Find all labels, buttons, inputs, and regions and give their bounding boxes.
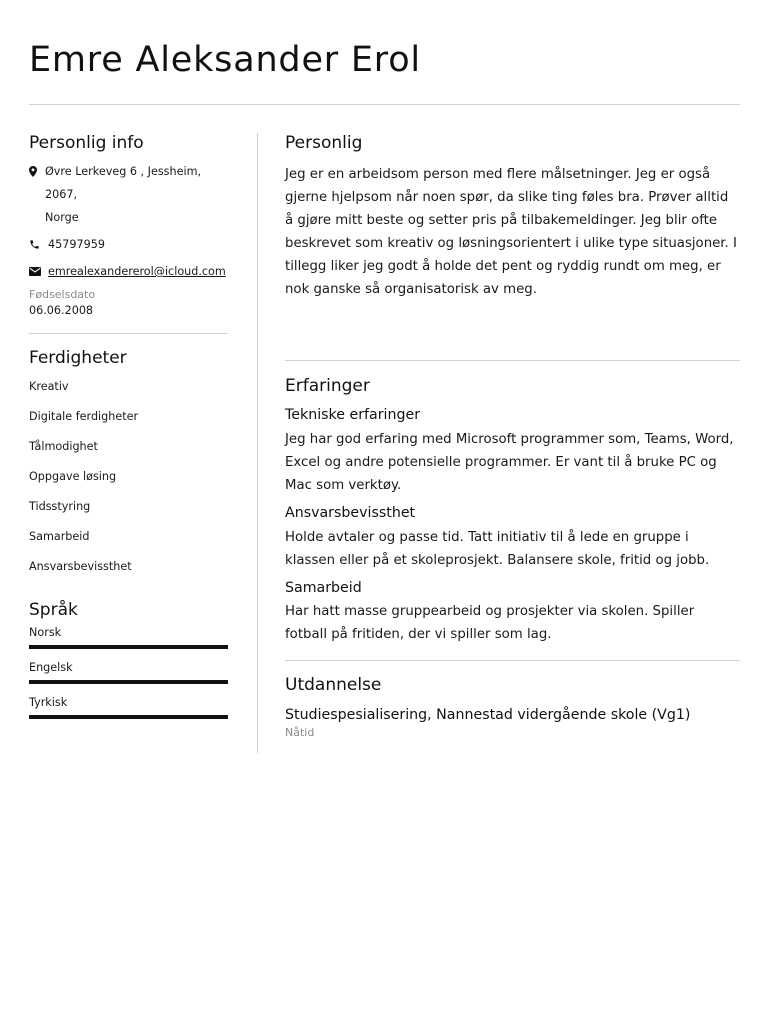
header-divider (29, 104, 740, 105)
language-level-bar (29, 715, 228, 719)
dob-value: 06.06.2008 (29, 304, 94, 317)
experience-entry (285, 578, 740, 646)
skills-list (29, 379, 228, 589)
address-line-1: Øvre Lerkeveg 6 , Jessheim, 2067, (45, 165, 202, 201)
experience-title: Erfaringer (285, 376, 370, 396)
address-row (29, 160, 228, 229)
education-entry-title: Studiespesialisering, Nannestad vidergående skole (Vg1) (285, 707, 691, 723)
language-name: Norsk (29, 626, 62, 639)
email-row (29, 260, 228, 283)
experience-entry (285, 405, 740, 497)
experience-entry-title: Ansvarsbevissthet (285, 505, 416, 521)
language-level-bar (29, 645, 228, 649)
language-item (29, 660, 228, 684)
experience-entry-text: Holde avtaler og passe tid. Tatt initiativ til å lede en gruppe i klassen eller på et skoleprosjekt. Balansere skole, fritid og jobb. (285, 530, 710, 568)
skill-item: Digitale ferdigheter (29, 410, 139, 423)
envelope-icon (29, 260, 45, 283)
language-name: Tyrkisk (29, 696, 68, 709)
skill-item: Tålmodighet (29, 440, 98, 453)
profile-text: Jeg er en arbeidsom person med flere målsetninger. Jeg er også gjerne hjelpsom når noen spør, da slike ting føles bra. Prøver alltid å gjøre mitt beste og setter pris på tilbakemeldinger. Jeg blir ofte beskrevet som kreativ og løsningsorientert i ulike type situasjoner. I tillegg liker jeg godt å holde det pent og ryddig rundt om meg, er nok ganske så organisatorisk av meg. (285, 167, 737, 297)
skill-item: Oppgave løsing (29, 470, 117, 483)
skill-item: Samarbeid (29, 530, 90, 543)
experience-entry-title: Samarbeid (285, 580, 362, 596)
education-entry (285, 705, 740, 740)
skill-item: Kreativ (29, 380, 69, 393)
education-title: Utdannelse (285, 675, 382, 695)
candidate-name: Emre Aleksander Erol (29, 40, 421, 80)
profile-title: Personlig (285, 133, 363, 153)
language-name: Engelsk (29, 661, 73, 674)
phone-icon (29, 233, 45, 256)
phone-number: 45797959 (48, 238, 105, 251)
skill-item: Ansvarsbevissthet (29, 560, 132, 573)
section-divider (285, 360, 740, 361)
language-item (29, 625, 228, 649)
language-level-bar (29, 680, 228, 684)
address-text (45, 160, 228, 229)
left-column (29, 132, 228, 719)
section-divider (285, 660, 740, 661)
skill-item: Tidsstyring (29, 500, 91, 513)
education-period: Nåtid (285, 726, 315, 739)
languages-title: Språk (29, 600, 78, 620)
contact-list (29, 160, 228, 319)
skills-title: Ferdigheter (29, 348, 127, 368)
location-pin-icon (29, 160, 45, 183)
personal-info-title: Personlig info (29, 133, 144, 153)
right-column (285, 132, 740, 740)
column-divider (257, 133, 258, 753)
experience-entry-text: Har hatt masse gruppearbeid og prosjekter via skolen. Spiller fotball på fritiden, der vi spiller som lag. (285, 604, 695, 642)
phone-row (29, 233, 228, 256)
dob-label: Fødselsdato (29, 288, 96, 301)
experience-entry-title: Tekniske erfaringer (285, 407, 421, 423)
email-link[interactable]: emrealexandererol@icloud.com (48, 265, 226, 278)
section-divider (29, 333, 228, 334)
experience-entry-text: Jeg har god erfaring med Microsoft programmer som, Teams, Word, Excel og andre potensielle programmer. Er vant til å bruke PC og Mac som verktøy. (285, 432, 734, 493)
address-line-2: Norge (45, 211, 79, 224)
languages-list (29, 625, 228, 719)
experience-entry (285, 503, 740, 572)
language-item (29, 695, 228, 719)
